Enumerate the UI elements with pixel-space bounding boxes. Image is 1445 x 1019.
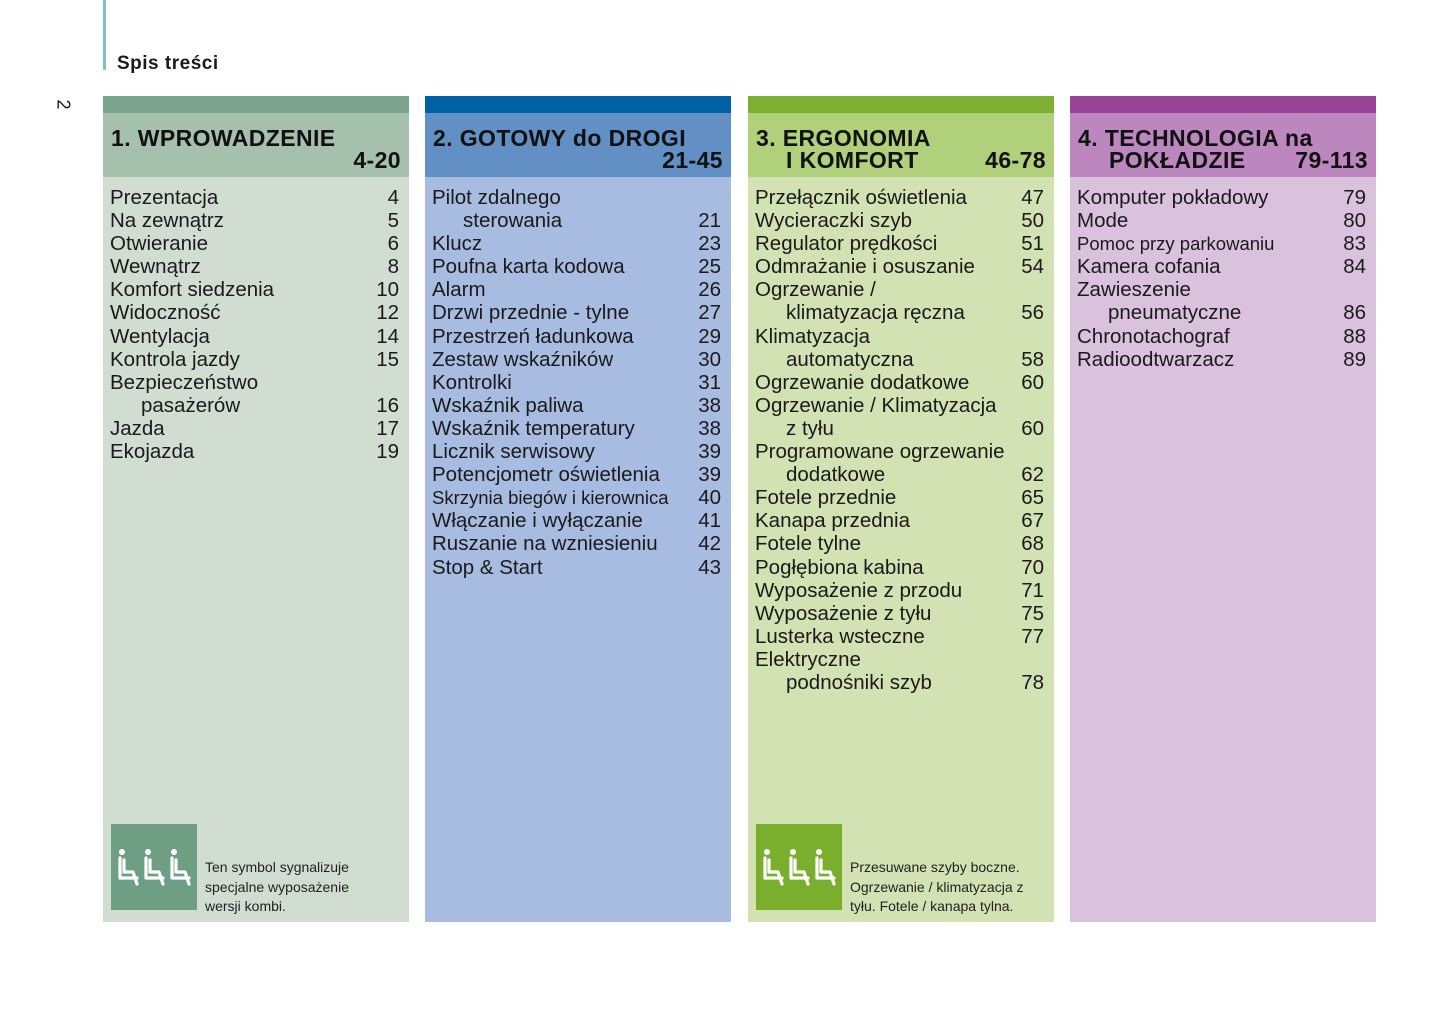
toc-entry-title: Alarm	[432, 278, 486, 302]
toc-entry-page: 16	[376, 393, 399, 417]
toc-entry[interactable]	[748, 278, 1054, 324]
toc-entry[interactable]	[1070, 278, 1376, 324]
toc-entry[interactable]	[748, 255, 1054, 278]
toc-entry-title: Skrzynia biegów i kierownica	[432, 487, 669, 509]
toc-entry-title-continued: sterowania	[463, 209, 563, 233]
section-heading[interactable]	[425, 113, 731, 177]
seats-icon	[111, 824, 197, 910]
toc-entry-title: Ogrzewanie dodatkowe	[755, 370, 970, 394]
toc-entry-title: Potencjometr oświetlenia	[432, 463, 660, 487]
toc-entry[interactable]	[748, 556, 1054, 579]
section-page-range: 4-20	[353, 147, 401, 173]
toc-entry-title: Wskaźnik temperatury	[432, 416, 635, 440]
toc-entry[interactable]	[425, 371, 731, 394]
toc-entry-title: Radioodtwarzacz	[1077, 347, 1235, 371]
section-body	[103, 177, 409, 922]
toc-entry-title-continued: pasażerów	[141, 393, 241, 417]
toc-entry-page: 47	[1021, 186, 1044, 209]
section-title-line2: I KOMFORT	[786, 147, 919, 173]
toc-entry-page: 60	[1021, 416, 1044, 440]
toc-entry-title: Wentylacja	[110, 324, 210, 348]
toc-entry-page: 68	[1021, 532, 1044, 556]
toc-entry-title: Przełącznik oświetlenia	[755, 186, 967, 209]
toc-entry-page: 51	[1021, 232, 1044, 256]
toc-entry-title: Lusterka wsteczne	[755, 624, 925, 648]
toc-entry[interactable]	[103, 325, 409, 348]
toc-entry-page: 10	[376, 278, 399, 302]
toc-entry-page: 39	[698, 440, 721, 464]
section-page-range: 46-78	[985, 147, 1046, 173]
toc-entry[interactable]	[425, 556, 731, 579]
toc-entry-page: 43	[698, 555, 721, 579]
toc-entry[interactable]	[425, 348, 731, 371]
section-heading[interactable]	[103, 113, 409, 177]
toc-entry-page: 8	[387, 255, 399, 279]
toc-entry[interactable]	[425, 186, 731, 232]
section-body	[1070, 177, 1376, 922]
section-body	[425, 177, 731, 922]
toc-entry-title-continued: z tyłu	[786, 416, 834, 440]
toc-entry-title: Drzwi przednie - tylne	[432, 301, 630, 325]
toc-entry[interactable]	[1070, 325, 1376, 348]
toc-entry-title: Widoczność	[110, 301, 221, 325]
section-body	[748, 177, 1054, 922]
section-title-line2: POKŁADZIE	[1109, 147, 1246, 173]
toc-entry[interactable]	[103, 232, 409, 255]
toc-entry-page: 21	[698, 209, 721, 233]
toc-entry-title: Wewnątrz	[110, 255, 201, 279]
toc-entry-page: 30	[698, 347, 721, 371]
toc-entry[interactable]	[425, 325, 731, 348]
toc-entry-title: Komputer pokładowy	[1077, 186, 1269, 209]
toc-entry-page: 31	[698, 370, 721, 394]
toc-entry-page: 77	[1021, 624, 1044, 648]
toc-entry-page: 84	[1343, 255, 1366, 279]
toc-entry[interactable]	[425, 394, 731, 417]
toc-entry-title: Ekojazda	[110, 440, 195, 464]
toc-entry-title: Kamera cofania	[1077, 255, 1221, 279]
toc-entry-page: 25	[698, 255, 721, 279]
toc-entry-page: 56	[1021, 301, 1044, 325]
toc-entry[interactable]	[103, 209, 409, 232]
section-color-bar	[1070, 96, 1376, 113]
toc-entry-page: 50	[1021, 209, 1044, 233]
toc-entry-title: Na zewnątrz	[110, 209, 224, 233]
toc-entry-title: Fotele przednie	[755, 486, 897, 510]
toc-entry-title: Licznik serwisowy	[432, 440, 595, 464]
toc-entry-title: Klimatyzacja	[755, 324, 871, 348]
toc-entry-title: Klucz	[432, 232, 483, 256]
section-title: 2. GOTOWY do DROGI	[433, 125, 686, 151]
toc-entry[interactable]	[425, 440, 731, 463]
toc-entry-title-continued: podnośniki szyb	[786, 670, 932, 694]
toc-entry-title: Chronotachograf	[1077, 324, 1230, 348]
section-title: 4. TECHNOLOGIA na	[1078, 125, 1313, 151]
toc-entry[interactable]	[1070, 232, 1376, 255]
toc-entry-page: 15	[376, 347, 399, 371]
section-color-bar	[425, 96, 731, 113]
toc-entry-page: 75	[1021, 601, 1044, 625]
toc-entry-page: 14	[376, 324, 399, 348]
section-title: 3. ERGONOMIA	[756, 125, 931, 151]
toc-entry[interactable]	[425, 417, 731, 440]
toc-entry[interactable]	[748, 579, 1054, 602]
toc-entry-page: 79	[1343, 186, 1366, 209]
toc-entry[interactable]	[425, 278, 731, 301]
toc-entry-title-continued: pneumatyczne	[1108, 301, 1242, 325]
toc-entry-page: 23	[698, 232, 721, 256]
toc-list	[103, 177, 409, 463]
toc-entry-page: 27	[698, 301, 721, 325]
toc-entry-page: 5	[387, 209, 399, 233]
toc-entry[interactable]	[1070, 186, 1376, 209]
toc-entry-page: 88	[1343, 324, 1366, 348]
toc-entry-page: 42	[698, 532, 721, 556]
toc-entry-page: 58	[1021, 347, 1044, 371]
toc-entry-page: 41	[698, 509, 721, 533]
toc-entry-page: 86	[1343, 301, 1366, 325]
toc-entry[interactable]	[425, 255, 731, 278]
toc-entry-page: 83	[1343, 232, 1366, 256]
toc-entry-page: 78	[1021, 670, 1044, 694]
toc-entry-page: 19	[376, 440, 399, 464]
toc-entry[interactable]	[748, 532, 1054, 555]
toc-entry-title: Zawieszenie	[1077, 278, 1191, 302]
toc-entry-title: Wskaźnik paliwa	[432, 393, 584, 417]
toc-entry[interactable]	[425, 486, 731, 509]
toc-entry-page: 80	[1343, 209, 1366, 233]
section-page-range: 79-113	[1295, 147, 1368, 173]
toc-entry[interactable]	[748, 602, 1054, 625]
toc-entry[interactable]	[103, 417, 409, 440]
section-color-bar	[103, 96, 409, 113]
toc-list	[425, 177, 731, 579]
toc-entry[interactable]	[1070, 209, 1376, 232]
toc-entry-title: Wyposażenie z tyłu	[755, 601, 932, 625]
toc-entry-page: 67	[1021, 509, 1044, 533]
toc-entry-title: Pilot zdalnego	[432, 186, 561, 209]
toc-entry[interactable]	[748, 486, 1054, 509]
toc-entry-title: Kontrolki	[432, 370, 512, 394]
toc-entry-page: 40	[698, 486, 721, 510]
section-ergonomics	[748, 96, 1054, 922]
toc-entry[interactable]	[103, 278, 409, 301]
toc-entry[interactable]	[1070, 348, 1376, 371]
toc-entry-page: 38	[698, 393, 721, 417]
toc-entry-title: Prezentacja	[110, 186, 219, 209]
toc-entry-title-continued: klimatyzacja ręczna	[786, 301, 965, 325]
toc-entry[interactable]	[748, 371, 1054, 394]
toc-entry-title: Wyposażenie z przodu	[755, 578, 963, 602]
toc-entry-title: Regulator prędkości	[755, 232, 938, 256]
margin-accent-line	[103, 0, 106, 70]
page-number: 2	[53, 99, 74, 110]
toc-entry[interactable]	[748, 625, 1054, 648]
toc-entry-page: 12	[376, 301, 399, 325]
toc-entry[interactable]	[425, 463, 731, 486]
toc-entry[interactable]	[103, 371, 409, 417]
toc-entry-title: Jazda	[110, 416, 165, 440]
note-text: Przesuwane szyby boczne. Ogrzewanie / klimatyzacja z tyłu. Fotele / kanapa tylna.	[850, 859, 1024, 914]
toc-entry-title: Elektryczne	[755, 647, 861, 671]
toc-entry[interactable]	[103, 255, 409, 278]
toc-entry-page: 60	[1021, 370, 1044, 394]
toc-entry-title: Bezpieczeństwo	[110, 370, 259, 394]
toc-entry-title: Przestrzeń ładunkowa	[432, 324, 634, 348]
toc-entry-title: Ogrzewanie / Klimatyzacja	[755, 393, 997, 417]
section-ready-to-drive	[425, 96, 731, 922]
toc-entry-title: Komfort siedzenia	[110, 278, 275, 302]
toc-entry-title: Pogłębiona kabina	[755, 555, 924, 579]
section-onboard-technology	[1070, 96, 1376, 922]
toc-entry-title: Odmrażanie i osuszanie	[755, 255, 975, 279]
toc-entry[interactable]	[748, 209, 1054, 232]
toc-entry-page: 54	[1021, 255, 1044, 279]
toc-entry[interactable]	[748, 394, 1054, 440]
toc-entry-title: Mode	[1077, 209, 1129, 233]
section-color-bar	[748, 96, 1054, 113]
note-box	[111, 824, 409, 914]
toc-entry[interactable]	[425, 532, 731, 555]
toc-entry[interactable]	[425, 301, 731, 324]
seats-icon	[756, 824, 842, 910]
toc-entry-page: 26	[698, 278, 721, 302]
section-title: 1. WPROWADZENIE	[111, 125, 336, 151]
toc-entry-title: Pomoc przy parkowaniu	[1077, 233, 1275, 255]
toc-entry-page: 38	[698, 416, 721, 440]
toc-entry-title: Poufna karta kodowa	[432, 255, 625, 279]
toc-list	[748, 177, 1054, 694]
toc-entry[interactable]	[748, 186, 1054, 209]
toc-entry-page: 17	[376, 416, 399, 440]
toc-entry-title: Ruszanie na wzniesieniu	[432, 532, 658, 556]
toc-entry-page: 29	[698, 324, 721, 348]
toc-entry-page: 70	[1021, 555, 1044, 579]
toc-entry-page: 65	[1021, 486, 1044, 510]
toc-entry[interactable]	[748, 440, 1054, 486]
section-introduction	[103, 96, 409, 922]
toc-entry[interactable]	[748, 232, 1054, 255]
toc-entry-page: 71	[1021, 578, 1044, 602]
toc-list	[1070, 177, 1376, 371]
toc-entry-page: 4	[387, 186, 399, 209]
toc-entry-title: Ogrzewanie /	[755, 278, 876, 302]
section-page-range: 21-45	[662, 147, 723, 173]
page-title: Spis treści	[117, 53, 219, 74]
toc-entry-page: 62	[1021, 463, 1044, 487]
toc-entry-title: Kanapa przednia	[755, 509, 911, 533]
section-heading[interactable]	[1070, 113, 1376, 177]
toc-entry[interactable]	[748, 325, 1054, 371]
toc-entry-title: Otwieranie	[110, 232, 208, 256]
toc-entry-title: Programowane ogrzewanie	[755, 440, 1005, 464]
toc-entry-title: Wycieraczki szyb	[755, 209, 913, 233]
toc-entry[interactable]	[748, 509, 1054, 532]
toc-entry-title: Kontrola jazdy	[110, 347, 240, 371]
toc-entry[interactable]	[103, 301, 409, 324]
toc-entry-title: Włączanie i wyłączanie	[432, 509, 643, 533]
toc-entry[interactable]	[425, 509, 731, 532]
toc-entry-page: 89	[1343, 347, 1366, 371]
toc-entry-title: Fotele tylne	[755, 532, 861, 556]
note-box	[756, 824, 1054, 914]
toc-entry-title-continued: automatyczna	[786, 347, 914, 371]
toc-entry-page: 39	[698, 463, 721, 487]
toc-entry-page: 6	[387, 232, 399, 256]
toc-entry[interactable]	[748, 648, 1054, 694]
toc-entry-title-continued: dodatkowe	[786, 463, 886, 487]
toc-entry[interactable]	[1070, 255, 1376, 278]
section-heading[interactable]	[748, 113, 1054, 177]
note-text: Ten symbol sygnalizuje specjalne wyposażenie wersji kombi.	[205, 859, 349, 914]
toc-entry[interactable]	[425, 232, 731, 255]
toc-entry[interactable]	[103, 186, 409, 209]
toc-entry-title: Stop & Start	[432, 555, 543, 579]
toc-entry[interactable]	[103, 440, 409, 463]
toc-entry-title: Zestaw wskaźników	[432, 347, 614, 371]
toc-entry[interactable]	[103, 348, 409, 371]
